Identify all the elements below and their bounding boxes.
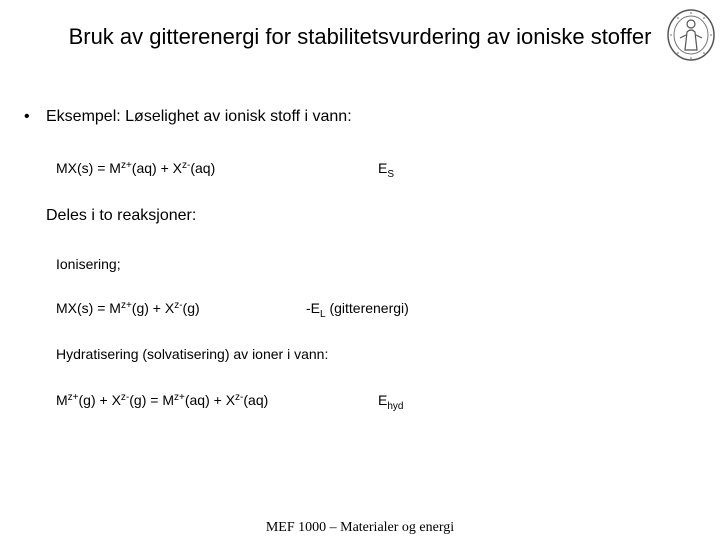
hydratisering-label: Hydratisering (solvatisering) av ioner i vann: [56, 346, 329, 362]
energy-subscript: hyd [387, 401, 404, 412]
ionization-equation [56, 300, 200, 316]
eq-part: M [56, 392, 68, 408]
eq-charge: z+ [67, 392, 79, 403]
dissolution-energy [378, 160, 395, 180]
eq-part: (aq) [243, 392, 269, 408]
eq-charge: z- [182, 160, 191, 171]
eq-part: (aq) + X [184, 392, 236, 408]
eq-part: MX(s) = M [56, 300, 121, 316]
dissolution-equation [56, 160, 215, 176]
energy-symbol: E [378, 160, 388, 176]
university-seal-icon [666, 8, 716, 62]
eq-charge: z- [174, 300, 183, 311]
energy-subscript: S [387, 169, 395, 180]
eq-charge: z+ [120, 300, 132, 311]
ionisering-label: Ionisering; [56, 256, 121, 272]
eq-charge: z+ [120, 160, 132, 171]
eq-part: (g) = M [129, 392, 174, 408]
eq-charge: z- [120, 392, 130, 403]
eq-part: (g) + X [131, 300, 175, 316]
eq-part: (aq) [190, 160, 216, 176]
energy-subscript: L [320, 309, 326, 320]
lattice-energy [306, 300, 409, 320]
eq-part: (g) [182, 300, 200, 316]
slide-title: Bruk av gitterenergi for stabilitetsvurdering av ioniske stoffer [68, 24, 652, 49]
bullet-marker: • [24, 108, 30, 125]
eq-part: (g) + X [78, 392, 121, 408]
energy-note: (gitterenergi) [325, 300, 409, 316]
eq-charge: z+ [174, 392, 185, 403]
energy-symbol: -E [306, 300, 320, 316]
eq-part: (aq) + X [131, 160, 182, 176]
split-heading: Deles i to reaksjoner: [46, 207, 197, 224]
example-heading: Eksempel: Løselighet av ionisk stoff i vann: [46, 108, 352, 125]
footer-course-label: MEF 1000 – Materialer og energi [265, 520, 455, 535]
hydration-equation [56, 392, 268, 408]
energy-symbol: E [378, 392, 388, 408]
eq-part: MX(s) = M [56, 160, 121, 176]
hydration-energy [378, 392, 404, 412]
eq-charge: z- [235, 392, 244, 403]
